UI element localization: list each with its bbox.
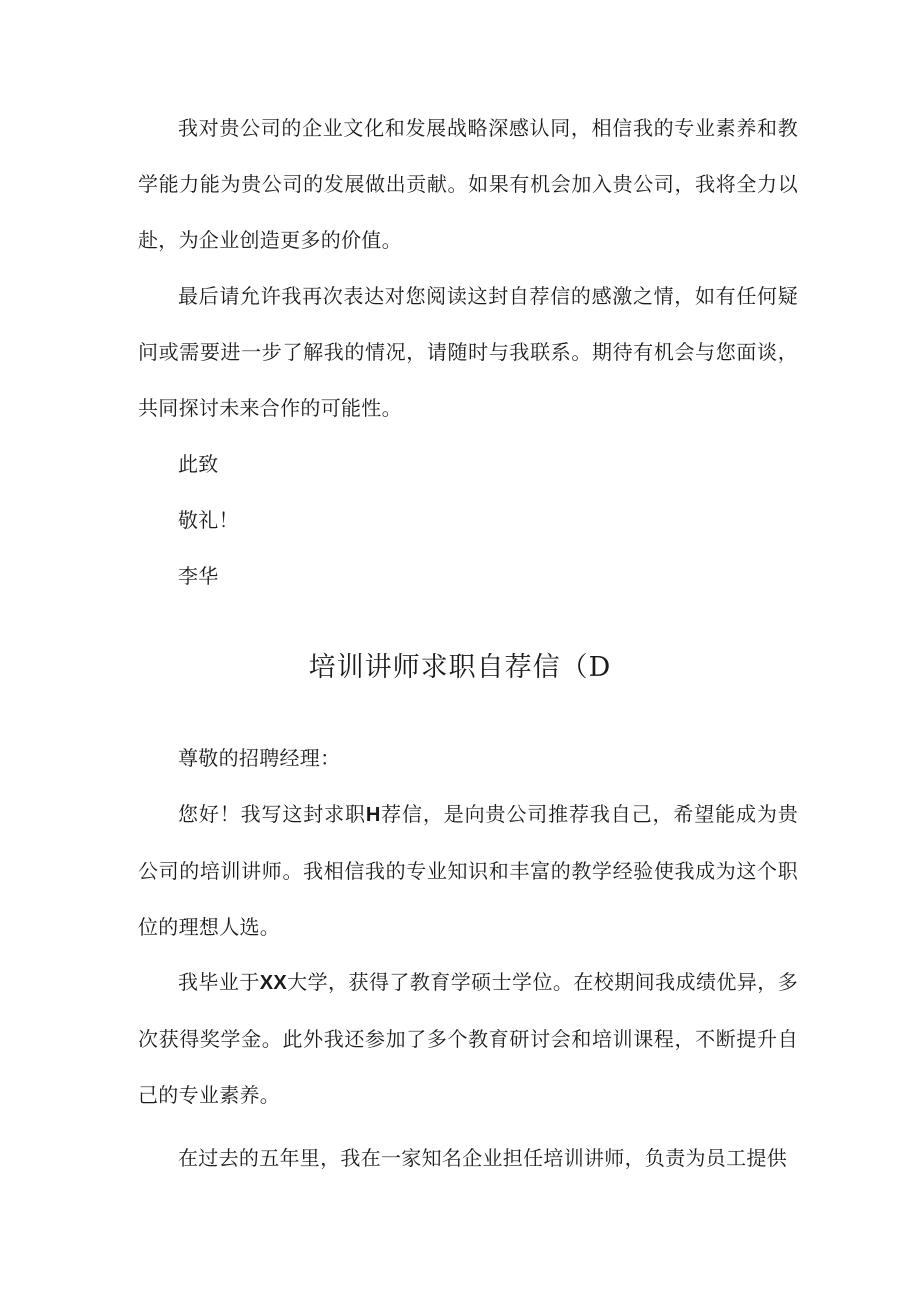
paragraph-thanks: 最后请允许我再次表达对您阅读这封自荐信的感激之情，如有任何疑问或需要进一步了解我的情况，请随时与我联系。期待有机会与您面谈，共同探讨未来合作的可能性。 [138, 284, 798, 420]
education-text-b: 大学，获得了教育学硕士学位。在校期间我成绩优异，多次获得奖学金。此外我还参加了多个教育研讨会和培训课程，不断提升自己的专业素养。 [138, 970, 799, 1107]
salutation: 尊敬的招聘经理： [178, 746, 341, 770]
education-text-a: 我毕业于 [178, 970, 260, 994]
signature: 李华 [178, 564, 219, 588]
intro-h-glyph: H [365, 804, 381, 826]
paragraph-intro [138, 786, 798, 955]
closing-line-2: 敬礼！ [178, 508, 239, 532]
intro-text-a: 您好！我写这封求职 [178, 802, 366, 826]
intro-text-b: 荐信，是向贵公司推荐我自己，希望能成为贵公司的培训讲师。我相信我的专业知识和丰富的教学经验使我成为这个职位的理想人选。 [138, 802, 799, 939]
paragraph-education [138, 954, 798, 1123]
letter-title: 培训讲师求职自荐信（D [308, 652, 612, 683]
closing-line-1: 此致 [178, 452, 219, 476]
education-university-placeholder: XX [259, 972, 288, 994]
paragraph-experience: 在过去的五年里，我在一家知名企业担任培训讲师，负责为员工提供 [178, 1146, 787, 1170]
paragraph-contribution: 我对贵公司的企业文化和发展战略深感认同，相信我的专业素养和教学能力能为贵公司的发展做出贡献。如果有机会加入贵公司，我将全力以赴，为企业创造更多的价值。 [138, 116, 798, 252]
